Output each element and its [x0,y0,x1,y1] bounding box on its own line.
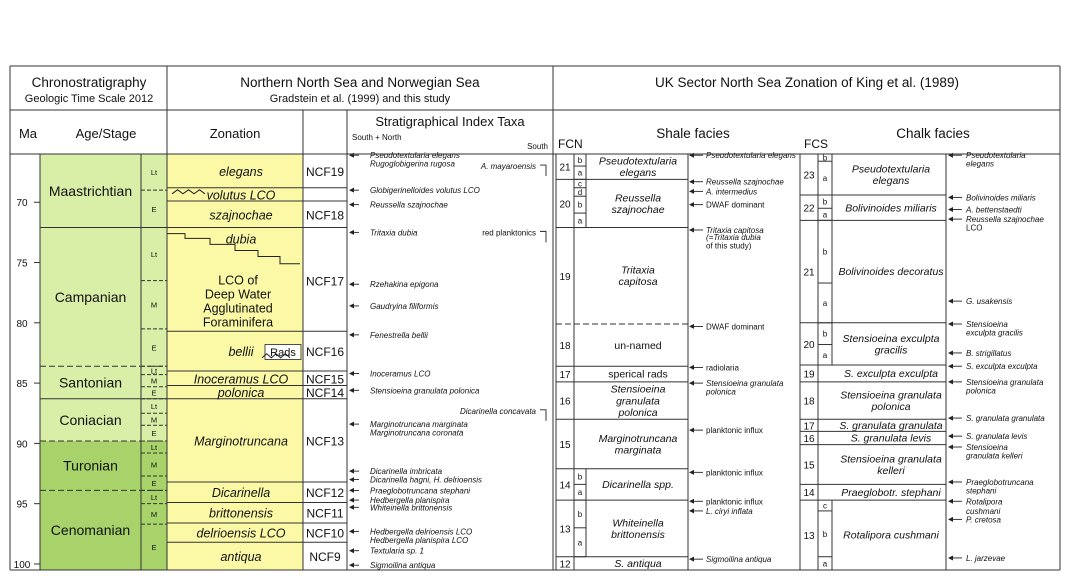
taxon-label: Hedbergella planispira [370,496,450,506]
taxon-label: Inoceramus LCO [370,369,431,379]
ma-header: Ma [18,126,38,141]
fcn-marker-label: DWAF dominant [706,322,765,332]
fcs-marker-label: S. granulata granulata [966,414,1045,424]
fcn-subzone: b [577,200,583,210]
ma-tick-label: 85 [16,379,28,391]
fcs-marker-label: S. exculpta exculpta [966,362,1038,372]
fcs-subzone: a [822,350,828,360]
fcs-number: 16 [803,433,815,445]
fcs-number: 19 [803,369,815,381]
taxon-label: Marginotruncana marginata [370,420,468,430]
zone-name: Marginotruncana [194,434,288,449]
zone-name: brittonensis [209,506,273,521]
taxon-label: Tritaxia dubia [370,228,418,238]
fcs-number: 21 [803,267,815,279]
fcs-subzone: b [822,529,828,539]
zone-code: NCF14 [305,386,345,401]
fcs-subzone: a [822,559,828,569]
zone-name: elegans [219,164,263,179]
fcn-marker-label: planktonic influx [706,497,763,507]
fcs-marker-label: Rotalipora [966,497,1003,507]
fcs-marker-label: Reussella szajnochae [966,215,1044,225]
fcn-marker-label: A. intermedius [706,187,758,197]
fcs-subzone: b [822,153,828,163]
fcs-number: 15 [803,460,815,472]
fcs-marker-label: Praeglobotruncana [966,477,1034,487]
fcn-marker-label: polonica [706,387,736,397]
fcn-marker-label: Sigmoilina antiqua [706,555,772,565]
substage-label: Lt [150,366,158,376]
substage-label: E [151,543,157,553]
fcn-number: 20 [559,199,571,211]
south-label: South [527,142,548,151]
fcs-zone-name: elegans [872,174,910,187]
fcn-zone-name: polonica [618,406,658,419]
fcs-marker-label: stephani [966,486,997,496]
ma-tick-label: 90 [16,439,28,451]
fcn-marker-label: planktonic influx [706,426,763,436]
fcs-subzone: c [823,501,827,511]
south-north-label: South + North [352,133,402,142]
fcn-number: 19 [559,271,571,283]
fcs-zone-name: Praeglobotr. stephani [841,486,941,499]
zone-name: volutus LCO [206,188,276,203]
substage-label: E [151,204,157,214]
fcs-number: 23 [803,170,815,182]
taxon-label: Fenestrella bellii [370,330,428,340]
substage-label: M [150,300,158,310]
fcn-zone-name: sperical rads [608,368,668,381]
zone-extra: LCO of [218,273,258,288]
fcn-subzone: a [577,216,583,226]
fcs-subzone: a [822,298,828,308]
fcs-zone-name: S. exculpta exculpta [844,368,938,381]
fcn-zone-name: marginata [614,444,662,457]
fcn-zone-name: Whiteinella [612,517,664,530]
fcn-marker-label: DWAF dominant [706,200,765,210]
taxon-label: Sigmoilina antiqua [370,561,436,571]
nns-title: Northern North Sea and Norwegian Sea [240,75,480,90]
taxon-label: Hedbergella delrioensis LCO [370,527,473,537]
fcs-marker-label: Stensioeina [966,320,1008,330]
fcn-zone-name: Tritaxia [621,264,655,277]
taxon-label: Rugoglobigerina rugosa [370,159,455,169]
substage-label: M [150,509,158,519]
stage-name: Turonian [63,457,118,474]
substage-label: Lt [150,250,158,260]
substage-label: Lt [150,168,158,178]
fcn-number: 13 [559,524,571,536]
zone-code: NCF12 [305,486,345,501]
fcn-number: 15 [559,439,571,451]
taxon-label: Praeglobotruncana stephani [370,486,471,496]
zone-code: NCF16 [305,345,345,360]
uk-title: UK Sector North Sea Zonation of King et al. (1989) [655,75,959,90]
zone-name: delrioensis LCO [196,526,286,541]
fcs-zone-name: Stensioeina granulata [840,389,942,402]
shale-facies-header: Shale facies [656,126,730,141]
ma-tick-label: 70 [16,198,28,210]
taxon-label: Whiteinella brittonensis [370,503,453,513]
zone-code: NCF9 [309,550,341,565]
substage-label: Lt [150,402,158,412]
zone-extra: Foraminifera [202,315,274,330]
ma-tick-label: 75 [16,258,28,270]
substage-label: E [151,429,157,439]
taxon-label: Globigerinelloides volutus LCO [370,186,480,196]
fcs-marker-label: cushmani [966,506,1001,516]
fcs-marker-label: A. bettenstaedti [966,205,1022,215]
fcs-number: 13 [803,531,815,543]
fcs-marker-label: Stensioeina [966,443,1008,453]
fcs-marker-label: exculpta gracilis [966,328,1023,338]
stage-name: Maastrichtian [48,182,133,199]
fcn-marker-label: of this study) [706,241,752,251]
zone-code: NCF13 [305,434,345,449]
fcn-zone-name: Pseudotextularia [598,155,678,168]
fcs-number: 14 [803,488,815,500]
taxon-label: Dicarinella imbricata [370,467,443,477]
fcn-marker-label: planktonic influx [706,468,763,478]
south-taxon-label: red planktonics [482,228,536,238]
fcn-subzone: d [577,187,583,197]
fcs-number: 17 [803,421,815,433]
fcn-subzone: a [577,538,583,548]
index-taxa-header: Stratigraphical Index Taxa [375,114,525,129]
zone-extra: Agglutinated [203,301,273,316]
zone-name: antiqua [220,550,262,565]
zonation-header: Zonation [209,126,261,141]
fcs-subzone: a [822,210,828,220]
fcn-subzone: c [578,179,582,189]
fcs-zone-name: Stensioeina granulata [840,453,942,466]
fcn-zone-name: S. antiqua [614,558,662,571]
fcs-number: 20 [803,339,815,351]
fcn-marker-label: Tritaxia capitosa [706,225,764,235]
substage-label: M [150,376,158,386]
substage-label: E [151,479,157,489]
taxon-label: Marginotruncana coronata [370,428,464,438]
fcs-zone-name: S. granulata levis [850,432,932,445]
fcn-number: 18 [559,341,571,353]
fcn-subzone: b [577,509,583,519]
taxon-label: Reussella szajnochae [370,200,448,210]
zone-code: NCF18 [305,208,345,223]
fcn-marker-label: Stensioeina granulata [706,379,784,389]
fcn-zone-name: granulata [616,395,660,408]
chrono-title: Chronostratigraphy [31,75,147,90]
fcn-number: 14 [559,480,571,492]
fcs-marker-label: G. usakensis [966,297,1013,307]
stage-name: Cenomanian [50,522,131,539]
nns-subtitle: Gradstein et al. (1999) and this study [269,93,451,105]
fcs-header: FCS [804,137,828,151]
fcs-marker-label: elegans [966,159,995,169]
fcs-subzone: b [822,197,828,207]
fcs-subzone: b [822,247,828,257]
fcn-subzone: b [577,472,583,482]
age-stage-header: Age/Stage [75,126,137,141]
fcn-marker-label: L. ciryi inflata [706,506,753,516]
taxon-label: Rzehakina epigona [370,280,439,290]
chalk-facies-header: Chalk facies [896,126,970,141]
stage-name: Campanian [54,288,127,305]
rads-label: Rads [270,347,296,360]
fcs-zone-name: kelleri [877,464,905,477]
fcs-marker-label: Pseudotextularia [966,151,1026,161]
fcs-subzone: a [822,174,828,184]
fcs-zone-name: Pseudotextularia [851,163,931,176]
fcs-marker-label: L. jarzevae [966,553,1006,563]
south-taxon-label: Dicarinella concavata [459,406,536,416]
ma-tick-label: 95 [16,499,28,511]
fcs-marker-label: B. strigillatus [966,348,1012,358]
substage-label: E [151,343,157,353]
fcs-zone-name: polonica [871,401,911,414]
zone-name: Inoceramus LCO [193,372,289,387]
zone-code: NCF15 [305,372,345,387]
ma-tick-label: 100 [13,559,31,571]
fcn-number: 21 [559,162,571,174]
substage-label: Lt [150,443,158,453]
fcs-marker-label: polonica [966,386,996,396]
zone-name: bellii [228,345,254,360]
taxon-label: Textularia sp. 1 [370,546,424,556]
fcn-zone-name: Marginotruncana [598,432,678,445]
fcn-marker-label: radiolaria [706,363,739,373]
fcs-marker-label: granulata kelleri [966,451,1023,461]
fcn-zone-name: szajnochae [611,203,665,216]
fcs-zone-name: Stensioeina exculpta [842,332,940,345]
fcn-subzone: b [577,156,583,166]
fcs-subzone: b [822,329,828,339]
stage-name: Santonian [58,374,123,391]
fcs-zone-name: S. granulata granulata [839,419,943,432]
taxon-label: Hedbergella planispira LCO [370,535,469,545]
zone-name: szajnochae [209,208,273,223]
fcn-subzone: a [577,488,583,498]
fcn-zone-name: brittonensis [611,528,665,541]
zone-code: NCF17 [305,274,345,289]
substage-label: M [150,415,158,425]
zone-code: NCF19 [305,164,345,179]
fcs-marker-label: Stensioeina granulata [966,377,1044,387]
zone-code: NCF11 [306,506,344,521]
fcs-marker-label: Bolivinoides miliaris [966,193,1036,203]
taxon-label: Dicarinella hagni, H. delrioensis [370,475,483,485]
fcs-zone-name: Bolivinoides miliaris [845,202,937,215]
substage-label: M [150,460,158,470]
fcn-zone-name: elegans [619,167,657,180]
fcs-zone-name: Bolivinoides decoratus [838,266,944,279]
zone-name: Dicarinella [211,486,271,501]
fcs-number: 22 [803,203,815,215]
substage-label: E [151,388,157,398]
substage-label: Lt [150,493,158,503]
south-taxon-label: A. mayaroensis [480,162,536,172]
fcs-marker-label: P. cretosa [966,515,1001,525]
zone-name: polonica [217,386,265,401]
zone-name: dubia [225,232,257,247]
fcn-zone-name: Dicarinella spp. [602,479,674,492]
fcn-zone-name: capitosa [618,276,658,289]
fcs-marker-label: LCO [966,223,983,233]
taxon-label: Pseudotextularia elegans [370,151,460,161]
fcn-number: 16 [559,396,571,408]
fcn-marker-label: Reussella szajnochae [706,177,784,187]
fcs-zone-name: Rotalipora cushmani [843,529,939,542]
ma-tick-label: 80 [16,318,28,330]
fcn-marker-label: (=Tritaxia dubia [706,233,761,243]
fcs-zone-name: gracilis [874,344,908,357]
fcn-number: 17 [559,370,571,382]
stage-name: Coniacian [59,411,122,428]
zone-code: NCF10 [305,526,345,541]
fcn-zone-name: Stensioeina [610,383,666,396]
taxon-label: Gaudryina filiformis [370,301,439,311]
fcn-subzone: a [577,168,583,178]
fcn-zone-name: Reussella [614,192,662,205]
taxon-label: Stensioeina granulata polonica [370,386,480,396]
fcn-zone-name: un-named [614,339,662,352]
fcn-number: 12 [559,559,571,571]
fcn-header: FCN [558,137,583,151]
fcn-marker-label: Pseudotextularia elegans [706,151,796,161]
fcs-number: 18 [803,396,815,408]
fcs-marker-label: S. granulata levis [966,432,1028,442]
zone-extra: Deep Water [204,287,272,302]
chrono-subtitle: Geologic Time Scale 2012 [24,93,154,105]
